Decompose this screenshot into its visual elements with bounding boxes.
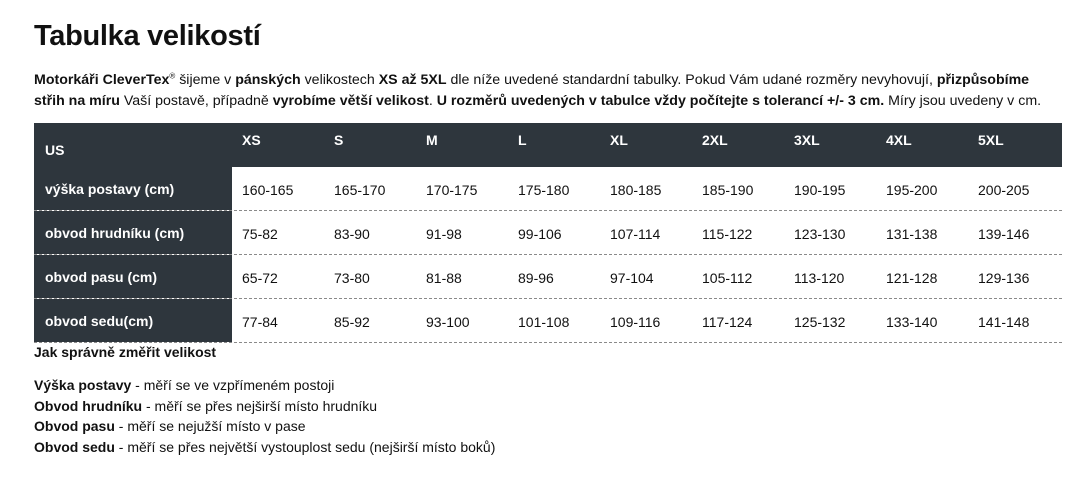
row-label: obvod hrudníku (cm): [34, 211, 232, 254]
header-size-s: S: [334, 132, 344, 148]
page-title: Tabulka velikostí: [34, 20, 261, 52]
definition-hips: [34, 437, 495, 458]
intro-bold-1: pánských: [235, 72, 301, 88]
intro-paragraph: [34, 70, 1044, 112]
definition-term: Obvod pasu: [34, 418, 115, 434]
table-row-chest: [34, 211, 1062, 255]
table-row-waist: [34, 255, 1062, 299]
header-label-us: US: [34, 123, 232, 167]
measurement-definitions: [34, 375, 495, 457]
row-label: obvod pasu (cm): [34, 255, 232, 298]
intro-bold-2: XS až 5XL: [378, 72, 447, 88]
table-cell: 89-96: [518, 269, 554, 286]
definition-height: [34, 375, 495, 396]
table-cell: 77-84: [242, 313, 278, 330]
table-cell: 195-200: [886, 181, 938, 198]
table-cell: 99-106: [518, 225, 562, 242]
table-cell: 117-124: [702, 313, 753, 330]
table-row-hips: [34, 299, 1062, 343]
table-cell: 81-88: [426, 269, 462, 286]
table-header-row: [34, 123, 1062, 167]
table-cell: 141-148: [978, 313, 1030, 330]
intro-text-6: Míry jsou uvedeny v cm.: [884, 93, 1042, 109]
brand-name: Motorkáři CleverTex: [34, 72, 170, 88]
intro-text-4: Vaší postavě, případně: [119, 93, 273, 109]
table-cell: 125-132: [794, 313, 846, 330]
header-size-m: M: [426, 132, 438, 148]
table-cell: 109-116: [610, 313, 661, 330]
table-cell: 73-80: [334, 269, 370, 286]
intro-bold-3: přizpůsobíme střih na míru: [34, 72, 1030, 109]
definition-term: Obvod sedu: [34, 438, 115, 455]
table-cell: 165-170: [334, 181, 386, 198]
definition-desc: - měří se přes největší vystouplost sedu (nejširší místo boků): [114, 438, 496, 455]
registered-mark: ®: [169, 71, 176, 81]
definition-waist: [34, 416, 495, 437]
intro-text-3: dle níže uvedené standardní tabulky. Pokud Vám udané rozměry nevyhovují,: [446, 72, 937, 88]
header-size-l: L: [518, 132, 527, 148]
header-size-xs: XS: [242, 132, 261, 148]
header-size-4xl: 4XL: [886, 132, 912, 148]
intro-text-1: šijeme v: [175, 72, 236, 88]
table-cell: 97-104: [610, 269, 654, 286]
table-cell: 85-92: [334, 313, 370, 330]
table-cell: 121-128: [886, 269, 938, 286]
table-cell: 175-180: [518, 181, 570, 198]
table-cell: 83-90: [334, 225, 370, 242]
header-size-5xl: 5XL: [978, 132, 1004, 148]
table-cell: 133-140: [886, 313, 938, 330]
table-cell: 170-175: [426, 181, 478, 198]
table-row-height: [34, 167, 1062, 211]
table-cell: 200-205: [978, 181, 1030, 198]
table-cell: 139-146: [978, 225, 1030, 242]
table-cell: 107-114: [610, 225, 661, 242]
size-table: [34, 123, 1062, 343]
table-cell: 75-82: [242, 225, 278, 242]
intro-text-5: .: [428, 93, 437, 109]
definition-term: Výška postavy: [34, 377, 132, 393]
table-cell: 131-138: [886, 225, 938, 242]
intro-text-2: velikostech: [300, 72, 379, 88]
definition-desc: - měří se nejužší místo v pase: [114, 418, 306, 434]
table-cell: 190-195: [794, 181, 846, 198]
table-cell: 160-165: [242, 181, 294, 198]
intro-bold-4: vyrobíme větší velikost: [272, 93, 429, 109]
table-cell: 180-185: [610, 181, 662, 198]
table-cell: 65-72: [242, 269, 278, 286]
definition-desc: - měří se přes nejširší místo hrudníku: [142, 397, 378, 414]
table-cell: 115-122: [702, 225, 753, 242]
intro-bold-5: U rozměrů uvedených v tabulce vždy počítejte s tolerancí +/- 3 cm.: [436, 93, 885, 109]
table-cell: 185-190: [702, 181, 754, 198]
definition-chest: [34, 396, 495, 417]
header-size-2xl: 2XL: [702, 132, 728, 148]
definition-desc: - měří se ve vzpřímeném postoji: [131, 377, 335, 393]
table-cell: 101-108: [518, 313, 570, 330]
table-cell: 113-120: [794, 269, 845, 286]
table-cell: 93-100: [426, 313, 470, 330]
header-size-xl: XL: [610, 132, 628, 148]
table-cell: 123-130: [794, 225, 846, 242]
howto-title: Jak správně změřit velikost: [34, 344, 217, 360]
row-label: výška postavy (cm): [34, 167, 232, 210]
definition-term: Obvod hrudníku: [34, 397, 143, 414]
table-cell: 91-98: [426, 225, 462, 242]
row-label: obvod sedu(cm): [34, 299, 232, 342]
header-size-3xl: 3XL: [794, 132, 820, 148]
table-cell: 105-112: [702, 269, 753, 286]
table-cell: 129-136: [978, 269, 1030, 286]
